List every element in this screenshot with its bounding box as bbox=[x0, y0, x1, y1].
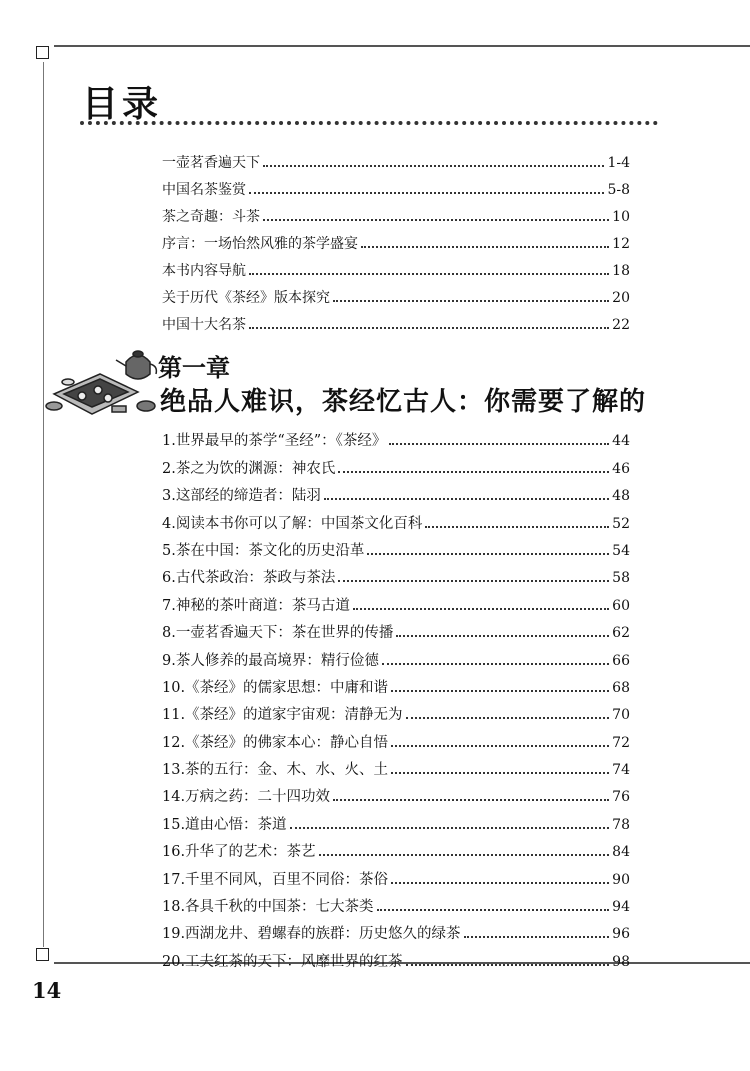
toc-entry[interactable] bbox=[162, 253, 630, 280]
dot-leader bbox=[319, 854, 610, 856]
dot-leader bbox=[333, 799, 609, 801]
dot-leader bbox=[353, 608, 609, 610]
toc-entry-title: 1.世界最早的茶学“圣经”：《茶经》 bbox=[162, 433, 387, 450]
toc-entry[interactable] bbox=[162, 450, 630, 477]
toc-entry-page: 72 bbox=[612, 734, 630, 751]
toc-entry-title: 17.千里不同风，百里不同俗：茶俗 bbox=[162, 871, 389, 888]
dot-leader bbox=[338, 580, 609, 582]
toc-entry[interactable] bbox=[162, 560, 630, 587]
toc-entry-page: 58 bbox=[612, 570, 630, 587]
toc-entry-title: 本书内容导航 bbox=[162, 263, 246, 279]
toc-entry[interactable] bbox=[162, 916, 630, 943]
dot-leader bbox=[249, 327, 609, 329]
chapter-entry-list bbox=[162, 423, 630, 971]
toc-entry[interactable] bbox=[162, 199, 630, 226]
toc-entry[interactable] bbox=[162, 834, 630, 861]
toc-entry-title: 中国十大名茶 bbox=[162, 317, 246, 333]
toc-entry-title: 14.万病之药：二十四功效 bbox=[162, 789, 331, 806]
tea-set-icon bbox=[42, 344, 162, 420]
dot-leader bbox=[361, 246, 609, 248]
dot-leader bbox=[391, 882, 609, 884]
toc-entry-page: 5-8 bbox=[607, 182, 630, 198]
chapter-label: 第一章 bbox=[158, 353, 230, 382]
toc-entry[interactable] bbox=[162, 478, 630, 505]
toc-entry-page: 70 bbox=[612, 707, 630, 724]
toc-entry-page: 52 bbox=[612, 515, 630, 532]
toc-entry[interactable] bbox=[162, 587, 630, 614]
toc-entry-page: 84 bbox=[612, 844, 630, 861]
toc-entry-title: 11.《茶经》的道家宇宙观：清静无为 bbox=[162, 707, 403, 724]
toc-entry-title: 7.神秘的茶叶商道：茶马古道 bbox=[162, 597, 350, 614]
chapter-title: 绝品人难识，茶经忆古人：你需要了解的 bbox=[160, 387, 647, 417]
dot-leader bbox=[464, 936, 610, 938]
toc-entry-page: 76 bbox=[612, 789, 630, 806]
toc-entry[interactable] bbox=[162, 172, 630, 199]
dot-leader bbox=[249, 273, 609, 275]
dot-leader bbox=[425, 526, 609, 528]
dot-leader bbox=[406, 964, 610, 966]
toc-entry-page: 68 bbox=[612, 679, 630, 696]
toc-entry-title: 20.工夫红茶的天下：风靡世界的红茶 bbox=[162, 953, 403, 970]
dot-leader bbox=[406, 717, 610, 719]
dot-leader bbox=[391, 772, 609, 774]
toc-entry-page: 12 bbox=[612, 236, 630, 252]
left-rule bbox=[43, 62, 44, 947]
toc-entry-page: 66 bbox=[612, 652, 630, 669]
toc-entry[interactable] bbox=[162, 806, 630, 833]
toc-entry[interactable] bbox=[162, 280, 630, 307]
toc-entry-page: 44 bbox=[612, 433, 630, 450]
corner-square-bottom bbox=[36, 948, 49, 961]
toc-entry-title: 10.《茶经》的儒家思想：中庸和谐 bbox=[162, 679, 389, 696]
toc-entry-page: 98 bbox=[612, 953, 630, 970]
toc-entry-title: 8.一壶茗香遍天下：茶在世界的传播 bbox=[162, 625, 394, 642]
toc-entry-title: 3.这部经的缔造者：陆羽 bbox=[162, 488, 321, 505]
toc-entry-title: 12.《茶经》的佛家本心：静心自悟 bbox=[162, 734, 389, 751]
toc-entry-page: 54 bbox=[612, 542, 630, 559]
toc-entry[interactable] bbox=[162, 226, 630, 253]
toc-entry-page: 78 bbox=[612, 816, 630, 833]
title-dotted-rule bbox=[80, 121, 658, 125]
toc-entry-page: 22 bbox=[612, 317, 630, 333]
toc-entry-title: 15.道由心悟：茶道 bbox=[162, 816, 287, 833]
toc-entry[interactable] bbox=[162, 423, 630, 450]
toc-entry[interactable] bbox=[162, 145, 630, 172]
toc-entry-page: 18 bbox=[612, 263, 630, 279]
dot-leader bbox=[333, 300, 609, 302]
toc-entry-page: 94 bbox=[612, 899, 630, 916]
toc-entry-page: 10 bbox=[612, 209, 630, 225]
toc-entry[interactable] bbox=[162, 889, 630, 916]
toc-entry-title: 19.西湖龙井、碧螺春的族群：历史悠久的绿茶 bbox=[162, 926, 461, 943]
top-rule bbox=[54, 45, 750, 47]
toc-entry-title: 13.茶的五行：金、木、水、火、土 bbox=[162, 762, 389, 779]
dot-leader bbox=[290, 827, 610, 829]
dot-leader bbox=[338, 471, 609, 473]
toc-entry-page: 62 bbox=[612, 625, 630, 642]
toc-entry-page: 60 bbox=[612, 597, 630, 614]
toc-entry-page: 96 bbox=[612, 926, 630, 943]
toc-entry-page: 90 bbox=[612, 871, 630, 888]
toc-entry[interactable] bbox=[162, 779, 630, 806]
toc-entry-title: 2.茶之为饮的渊源：神农氏 bbox=[162, 460, 336, 477]
page-number: 14 bbox=[32, 978, 62, 1003]
toc-entry-title: 6.古代茶政治：茶政与茶法 bbox=[162, 570, 336, 587]
toc-entry[interactable] bbox=[162, 670, 630, 697]
toc-entry[interactable] bbox=[162, 724, 630, 751]
toc-entry[interactable] bbox=[162, 505, 630, 532]
dot-leader bbox=[249, 192, 604, 194]
toc-entry-page: 48 bbox=[612, 488, 630, 505]
toc-entry[interactable] bbox=[162, 307, 630, 334]
toc-entry-title: 5.茶在中国：茶文化的历史沿革 bbox=[162, 542, 365, 559]
toc-entry[interactable] bbox=[162, 533, 630, 560]
toc-entry-title: 序言：一场怡然风雅的茶学盛宴 bbox=[162, 236, 358, 252]
toc-entry-title: 茶之奇趣：斗茶 bbox=[162, 209, 260, 225]
toc-entry[interactable] bbox=[162, 752, 630, 779]
toc-entry[interactable] bbox=[162, 615, 630, 642]
toc-entry[interactable] bbox=[162, 642, 630, 669]
toc-entry-page: 20 bbox=[612, 290, 630, 306]
toc-entry[interactable] bbox=[162, 943, 630, 970]
toc-entry-title: 一壶茗香遍天下 bbox=[162, 155, 260, 171]
dot-leader bbox=[382, 663, 609, 665]
dot-leader bbox=[377, 909, 610, 911]
toc-entry[interactable] bbox=[162, 861, 630, 888]
toc-entry-title: 18.各具千秋的中国茶：七大茶类 bbox=[162, 899, 374, 916]
front-matter-list bbox=[162, 145, 630, 334]
dot-leader bbox=[389, 443, 609, 445]
page-title: 目录 bbox=[82, 84, 163, 125]
toc-entry-title: 中国名茶鉴赏 bbox=[162, 182, 246, 198]
dot-leader bbox=[396, 635, 609, 637]
toc-entry[interactable] bbox=[162, 697, 630, 724]
toc-entry-title: 关于历代《茶经》版本探究 bbox=[162, 290, 330, 306]
corner-square-top bbox=[36, 46, 49, 59]
toc-entry-page: 46 bbox=[612, 460, 630, 477]
toc-entry-title: 9.茶人修养的最高境界：精行俭德 bbox=[162, 652, 379, 669]
toc-entry-title: 4.阅读本书你可以了解：中国茶文化百科 bbox=[162, 515, 423, 532]
dot-leader bbox=[324, 498, 609, 500]
dot-leader bbox=[391, 690, 609, 692]
toc-entry-page: 74 bbox=[612, 762, 630, 779]
dot-leader bbox=[391, 745, 609, 747]
dot-leader bbox=[263, 219, 609, 221]
dot-leader bbox=[367, 553, 609, 555]
toc-entry-title: 16.升华了的艺术：茶艺 bbox=[162, 844, 316, 861]
dot-leader bbox=[263, 165, 604, 167]
toc-entry-page: 1-4 bbox=[607, 155, 630, 171]
